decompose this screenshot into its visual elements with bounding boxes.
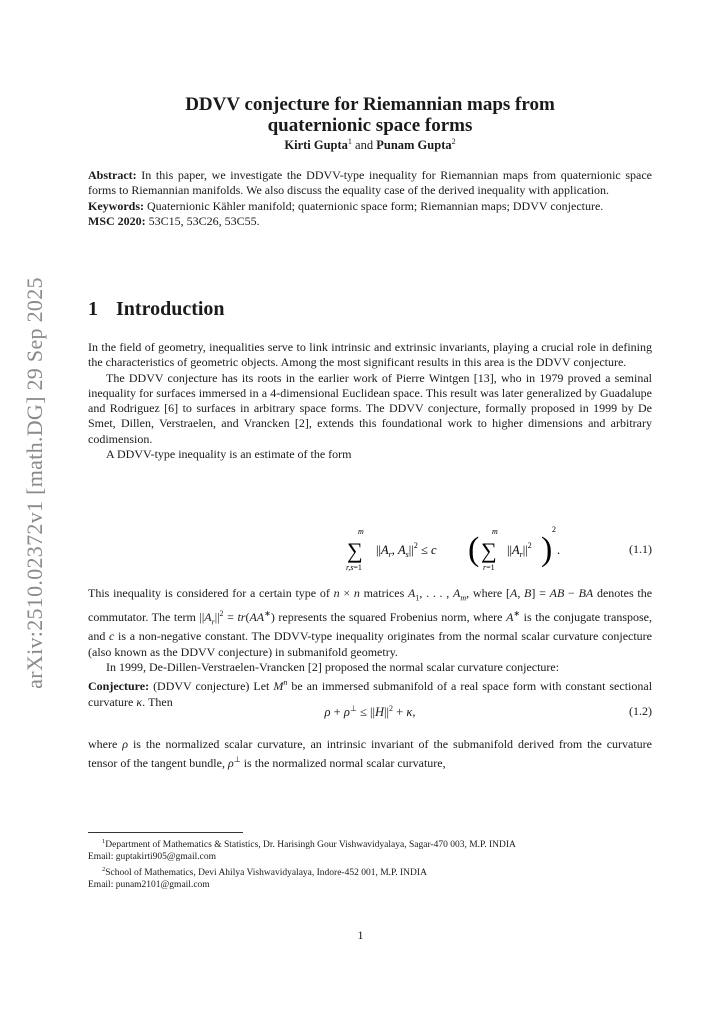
footnote-2: $^2$School of Mathematics, Devi Ahilya Vishwavidyalaya, Indore-452 001, M.P. INDIA [102,865,427,878]
author-conjunction: and [355,138,374,153]
keywords [88,199,652,214]
footnote-2-email: Email: punam2101@gmail.com [88,880,210,891]
paragraph-5: In 1999, De-Dillen-Verstraelen-Vrancken [2] proposed the normal scalar curvature conjecture: [106,659,560,674]
equation-1-2-formula: $\rho + \rho^\perp \le ||H||^2 + \kappa$, [324,704,416,720]
keywords-label: Keywords: [88,198,144,213]
abstract [88,168,652,199]
arxiv-stamp [18,276,52,689]
footnote-rule [88,832,243,833]
paragraph-3: A DDVV-type inequality is an estimate of the form [106,447,352,462]
section-number: 1 [88,298,98,320]
keywords-text: Quaternionic Kähler manifold; quaternionic space form; Riemannian maps; DDVV conjecture. [147,198,604,213]
author-1-mark: 1 [347,137,352,146]
equation-1-1-formula [343,524,583,584]
svg-text:m: m [492,527,498,536]
svg-text:2: 2 [552,525,556,534]
title-line-1: DDVV conjecture for Riemannian maps from [185,94,555,115]
paragraph-1: In the field of geometry, inequalities serve to link intrinsic and extrinsic invariants, playing a crucial role in defining the characteristics of geometric objects. Among the most significant results in this area is the DDVV conjecture. [88,340,652,370]
msc-label: MSC 2020: [88,213,146,228]
abstract-block [88,168,652,229]
msc-text: 53C15, 53C26, 53C55. [148,213,260,228]
svg-text:r=1: r=1 [483,563,495,572]
footnote-1: $^1$Department of Mathematics & Statistics, Dr. Harisingh Gour Vishwavidyalaya, Sagar-470 003, M.P. INDIA [102,838,516,851]
title-line-2: quaternionic space forms [267,115,473,136]
intro-text-middle [88,586,652,710]
conjecture: Conjecture: (DDVV conjecture) Let $M^n$ be an immersed submanifold of a real space form with constant sectional curvature κ. Then [88,678,653,709]
authors [88,137,652,153]
svg-text:(: ( [468,531,480,568]
svg-text:.: . [557,543,561,557]
svg-text:r,s=1: r,s=1 [346,563,362,572]
section-title: Introduction [116,298,225,320]
equation-1-2 [88,704,652,724]
author-2: Punam Gupta [376,138,452,153]
svg-text:||Ar||2: $||A_r||^2$ [507,541,532,559]
svg-text:∑: ∑ [481,538,497,563]
equation-1-1-number: (1.1) [629,542,652,556]
equation-1-2-number: (1.2) [629,704,652,718]
paragraph-2: The DDVV conjecture has its roots in the earlier work of Pierre Wintgen [13], who in 1979 proved a seminal inequality for surfaces immersed in a 4-dimensional Euclidean space. This result was later generalized by Guadalupe and Rodriguez [6] to surfaces in arbitrary space forms. The DDVV conjecture, formally proposed in 1999 by De Smet, Dillen, Verstraelen, and Vrancken [2], extends this foundational work to higher dimensions and arbitrary codimension. [88,370,652,446]
section-heading [88,298,652,321]
intro-text-bottom [88,737,652,772]
paragraph-6: where ρ is the normalized scalar curvature, an intrinsic invariant of the submanifold derived from the curvature tensor of the tangent bundle, ρ⊥ is the normalized normal scalar curvature, [88,737,652,771]
footnote-1-email: Email: guptakirti905@gmail.com [88,852,217,863]
svg-text:): ) [541,531,553,568]
page-number: 1 [357,928,364,942]
abstract-text: In this paper, we investigate the DDVV-type inequality for Riemannian maps from quaternionic space forms to Riemannian manifolds. We also discuss the equality case of the derived inequality with application. [88,168,652,198]
paragraph-4: This inequality is considered for a certain type of n × n matrices $A_1$, . . . , $A_m$, where [A, B] = AB − BA denotes the commutator. The term $||A_r||^2 = tr(AA^∗)$ represents the squared Frobenius norm, where A∗ is the conjugate transpose, and c is a non-negative constant. The DDVV-type inequality originates from the normal scalar curvature conjecture (also known as the DDVV conjecture) in submanifold geometry. [88,586,653,659]
equation-1-1 [88,524,652,584]
arxiv-stamp-text: arXiv:2510.02372v1 [math.DG] 29 Sep 2025 [22,276,47,689]
paper-title [88,94,652,136]
svg-text:||Ar, As||2 ≤ c: $||A_r$, $A_s||^2 \le c$ [376,541,437,559]
msc [88,214,652,229]
abstract-label: Abstract: [88,168,137,182]
svg-text:∑: ∑ [347,538,363,563]
author-2-mark: 2 [451,137,456,146]
footnotes [88,836,652,892]
svg-text:m: m [358,527,364,536]
author-1: Kirti Gupta [284,138,348,153]
intro-text-top [88,340,652,462]
